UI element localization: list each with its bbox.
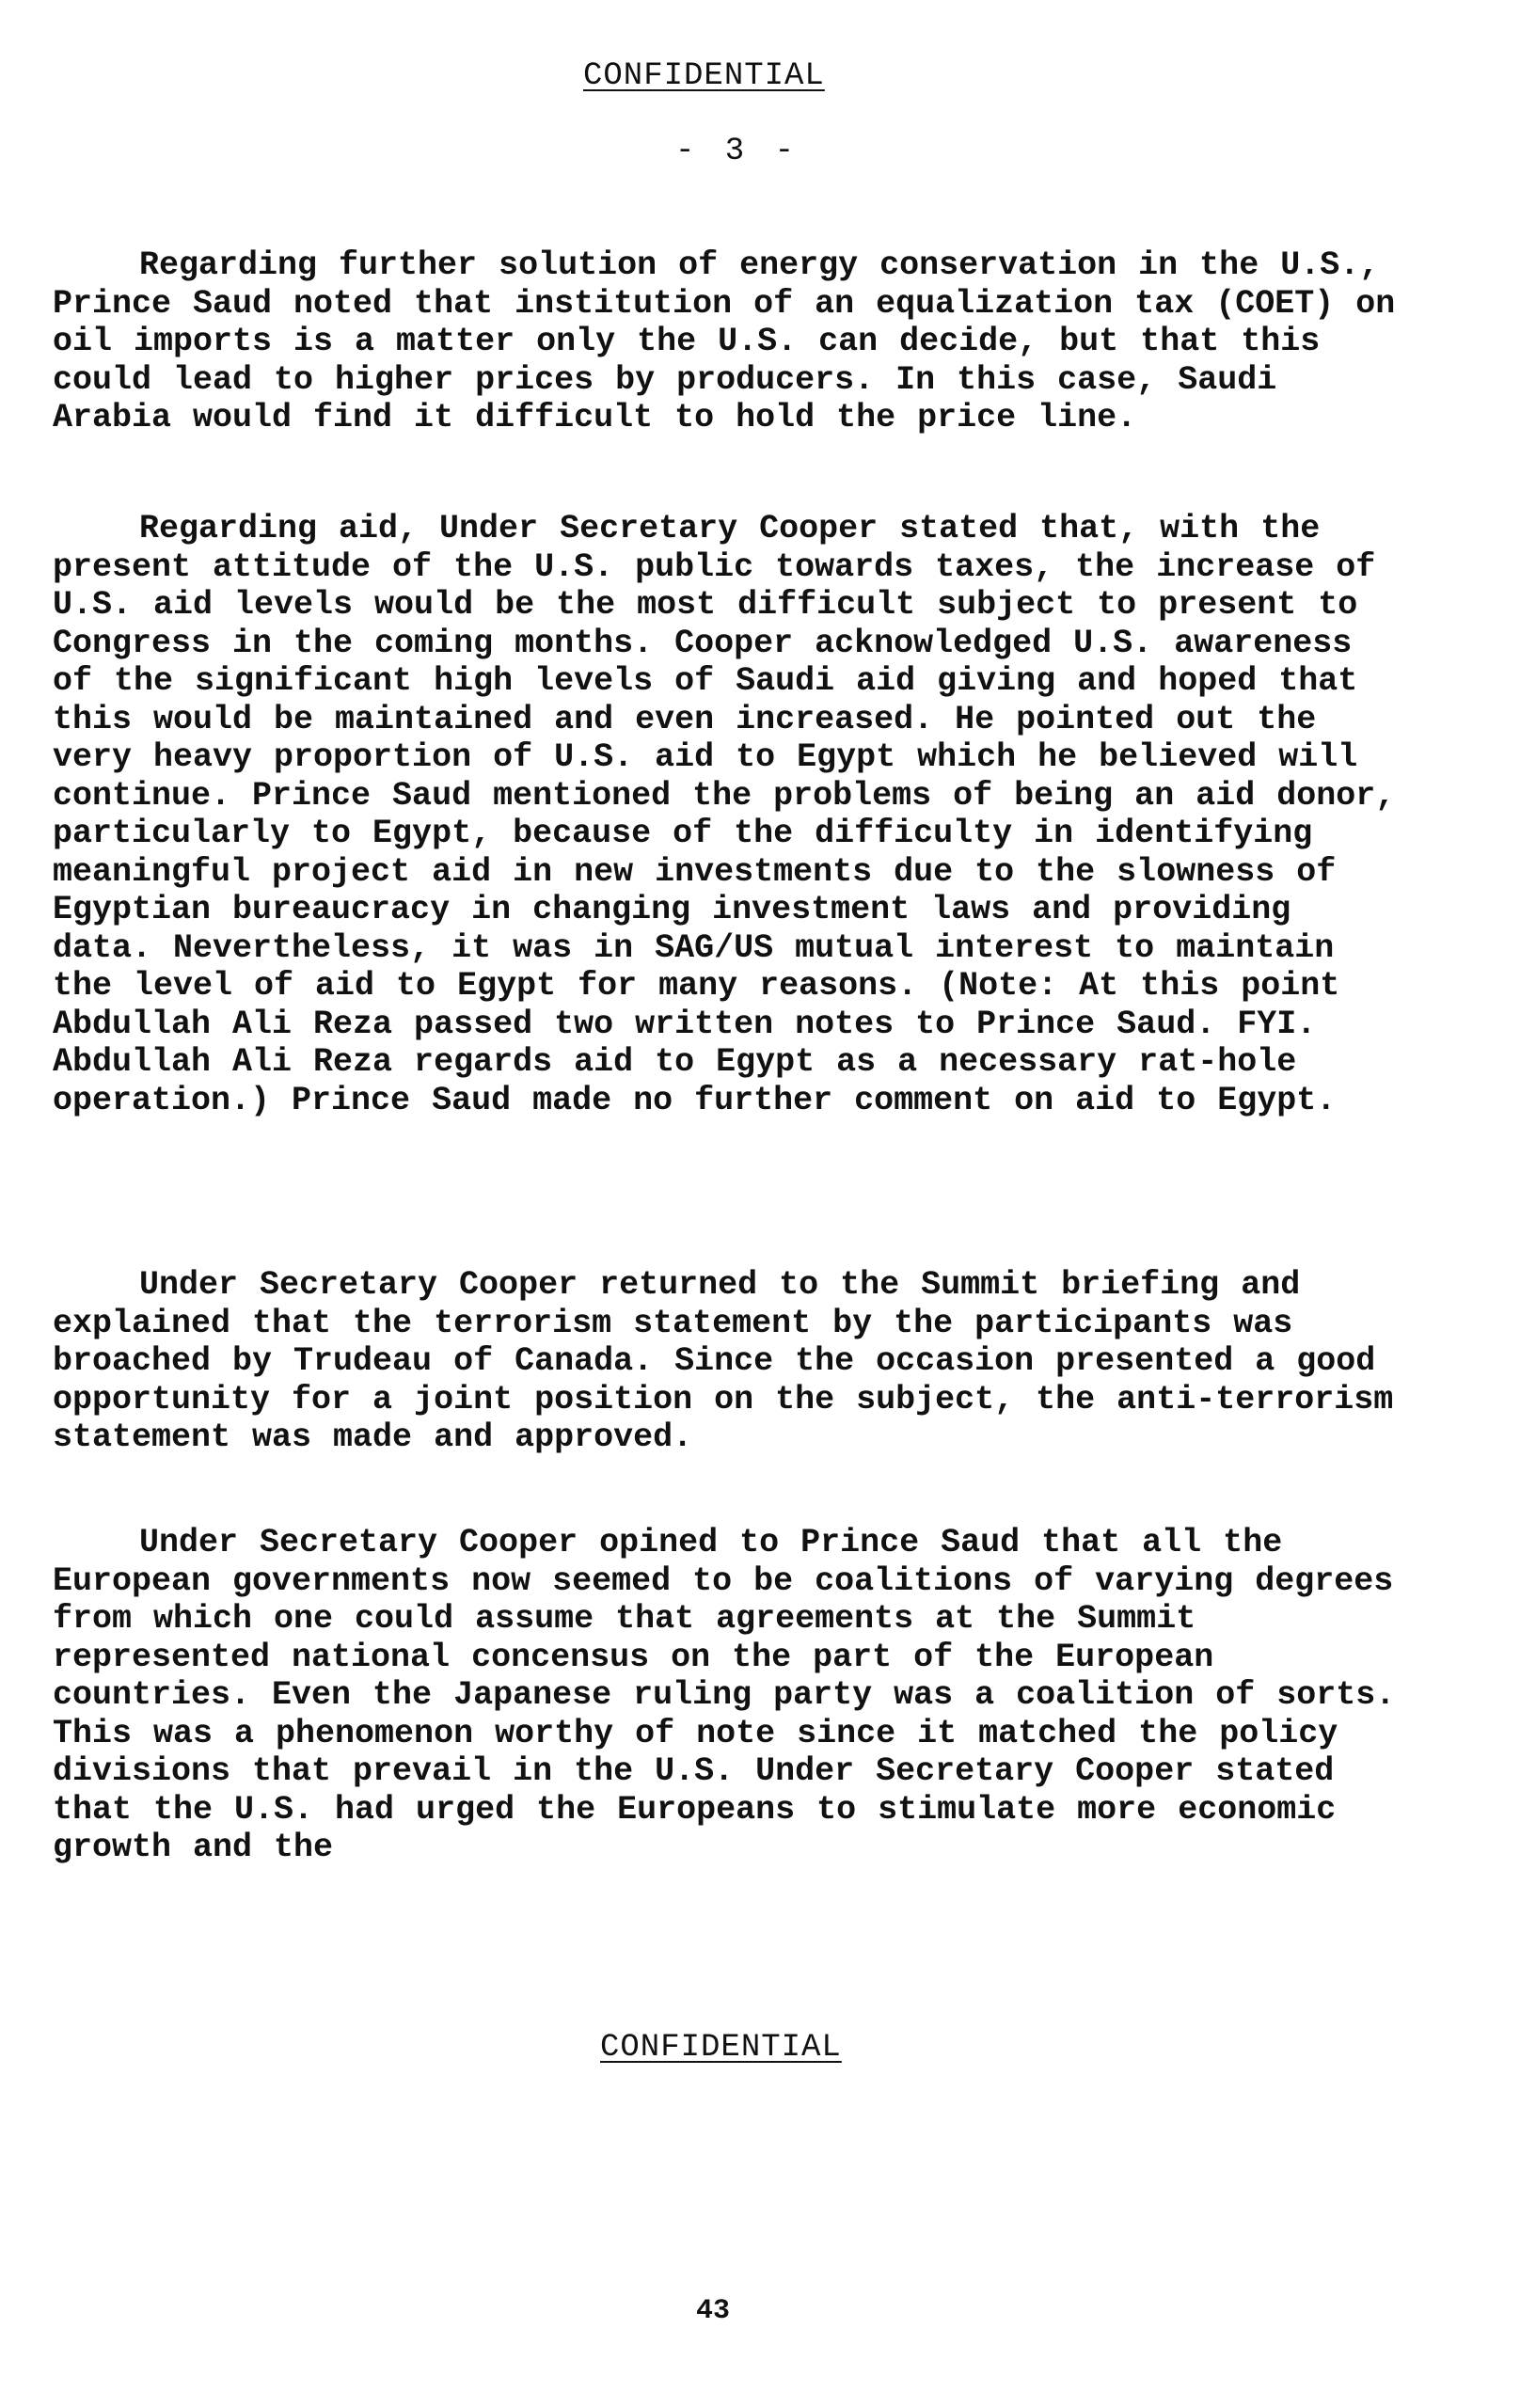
classification-header: CONFIDENTIAL [583,58,825,94]
paragraph-energy-conservation: Regarding further solution of energy conservation in the U.S., Prince Saud noted that institution of an equalization tax (COET) on oil imports is a matter only the U.S. can decide, but that this could lead to higher prices by producers. In this case, Saudi Arabia would find it difficult to hold the price line. [53,246,1396,436]
page-number: - 3 - [675,134,800,169]
classification-footer: CONFIDENTIAL [600,2030,842,2066]
paragraph-aid: Regarding aid, Under Secretary Cooper stated that, with the present attitude of the U.S. public towards taxes, the increase of U.S. aid levels would be the most difficult subject to present to Congress in the coming months. Cooper acknowledged U.S. awareness of the significant high levels of Saudi aid giving and hoped that this would be maintained and even increased. He pointed out the very heavy proportion of U.S. aid to Egypt which he believed will continue. Prince Saud mentioned the problems of being an aid donor, particularly to Egypt, because of the difficulty in identifying meaningful project aid in new investments due to the slowness of Egyptian bureaucracy in changing investment laws and providing data. Nevertheless, it was in SAG/US mutual interest to maintain the level of aid to Egypt for many reasons. (Note: At this point Abdullah Ali Reza passed two written notes to Prince Saud. FYI. Abdullah Ali Reza regards aid to Egypt as a necessary rat-hole operation.) Prince Saud made no further comment on aid to Egypt. [53,510,1396,1119]
paragraph-terrorism-statement: Under Secretary Cooper returned to the Summit briefing and explained that the terrorism statement by the participants was broached by Trudeau of Canada. Since the occasion presented a good opportunity for a joint position on the subject, the anti-terrorism statement was made and approved. [53,1266,1394,1456]
document-number: 43 [696,2295,731,2327]
paragraph-european-coalitions: Under Secretary Cooper opined to Prince Saud that all the European governments now seemed to be coalitions of varying degrees from which one could assume that agreements at the Summit represented national concensus on the part of the European countries. Even the Japanese ruling party was a coalition of sorts. This was a phenomenon worthy of note since it matched the policy divisions that prevail in the U.S. Under Secretary Cooper stated that the U.S. had urged the Europeans to stimulate more economic growth and the [53,1524,1396,1866]
